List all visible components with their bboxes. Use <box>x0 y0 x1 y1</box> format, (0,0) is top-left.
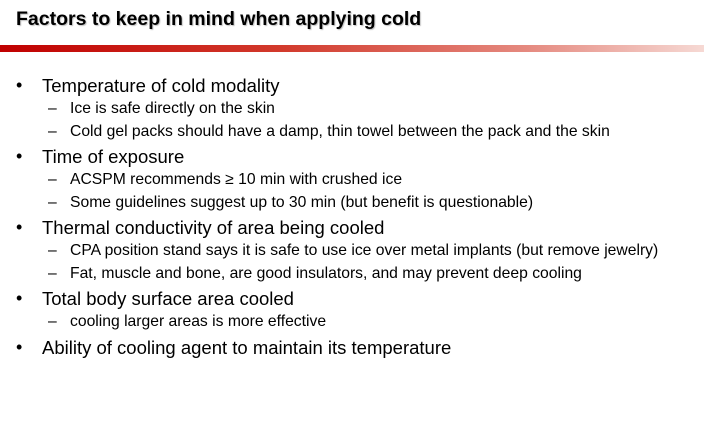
bullet-item-2 <box>16 145 694 168</box>
bullet-item-4 <box>16 287 694 310</box>
bullet-text: Temperature of cold modality <box>42 75 280 96</box>
bullet-marker: • <box>16 336 23 357</box>
sub-bullet-text: Cold gel packs should have a damp, thin towel between the pack and the skin <box>70 122 610 140</box>
bullet-list <box>0 72 704 359</box>
sub-bullet-3-2 <box>48 264 690 284</box>
sub-bullet-1-2 <box>48 122 690 142</box>
dash-marker: – <box>48 242 57 259</box>
bullet-marker: • <box>16 75 23 95</box>
dash-marker: – <box>48 122 57 140</box>
dash-marker: – <box>48 313 57 330</box>
bullet-item-3 <box>16 216 694 239</box>
bullet-text: Total body surface area cooled <box>42 288 294 309</box>
bullet-marker: • <box>16 217 23 237</box>
bullet-marker: • <box>16 146 23 166</box>
bullet-item-1 <box>16 74 694 97</box>
sub-bullet-3-1 <box>48 242 690 261</box>
sub-bullet-text: cooling larger areas is more effective <box>70 313 327 330</box>
sub-bullet-4-1 <box>48 313 690 332</box>
bullet-marker: • <box>16 288 23 308</box>
bullet-text: Thermal conductivity of area being cooled <box>42 217 385 238</box>
title-divider <box>0 45 704 52</box>
dash-marker: – <box>48 264 57 282</box>
bullet-text: Time of exposure <box>42 146 185 167</box>
bullet-text: Ability of cooling agent to maintain its temperature <box>42 336 452 358</box>
dash-marker: – <box>48 171 57 188</box>
sub-bullet-text: CPA position stand says it is safe to use ice over metal implants (but remove jewelry) <box>70 242 659 259</box>
sub-bullet-text: Fat, muscle and bone, are good insulators, and may prevent deep cooling <box>70 264 582 282</box>
sub-bullet-2-1 <box>48 171 690 190</box>
slide-title: Factors to keep in mind when applying cold <box>16 8 422 30</box>
sub-bullet-text: ACSPM recommends ≥ 10 min with crushed ice <box>70 171 403 188</box>
dash-marker: – <box>48 193 57 211</box>
dash-marker: – <box>48 100 57 117</box>
bullet-item-5 <box>16 336 694 359</box>
sub-bullet-1-1 <box>48 100 690 119</box>
sub-bullet-text: Some guidelines suggest up to 30 min (but benefit is questionable) <box>70 193 534 211</box>
sub-bullet-text: Ice is safe directly on the skin <box>70 100 275 117</box>
sub-bullet-2-2 <box>48 193 690 213</box>
